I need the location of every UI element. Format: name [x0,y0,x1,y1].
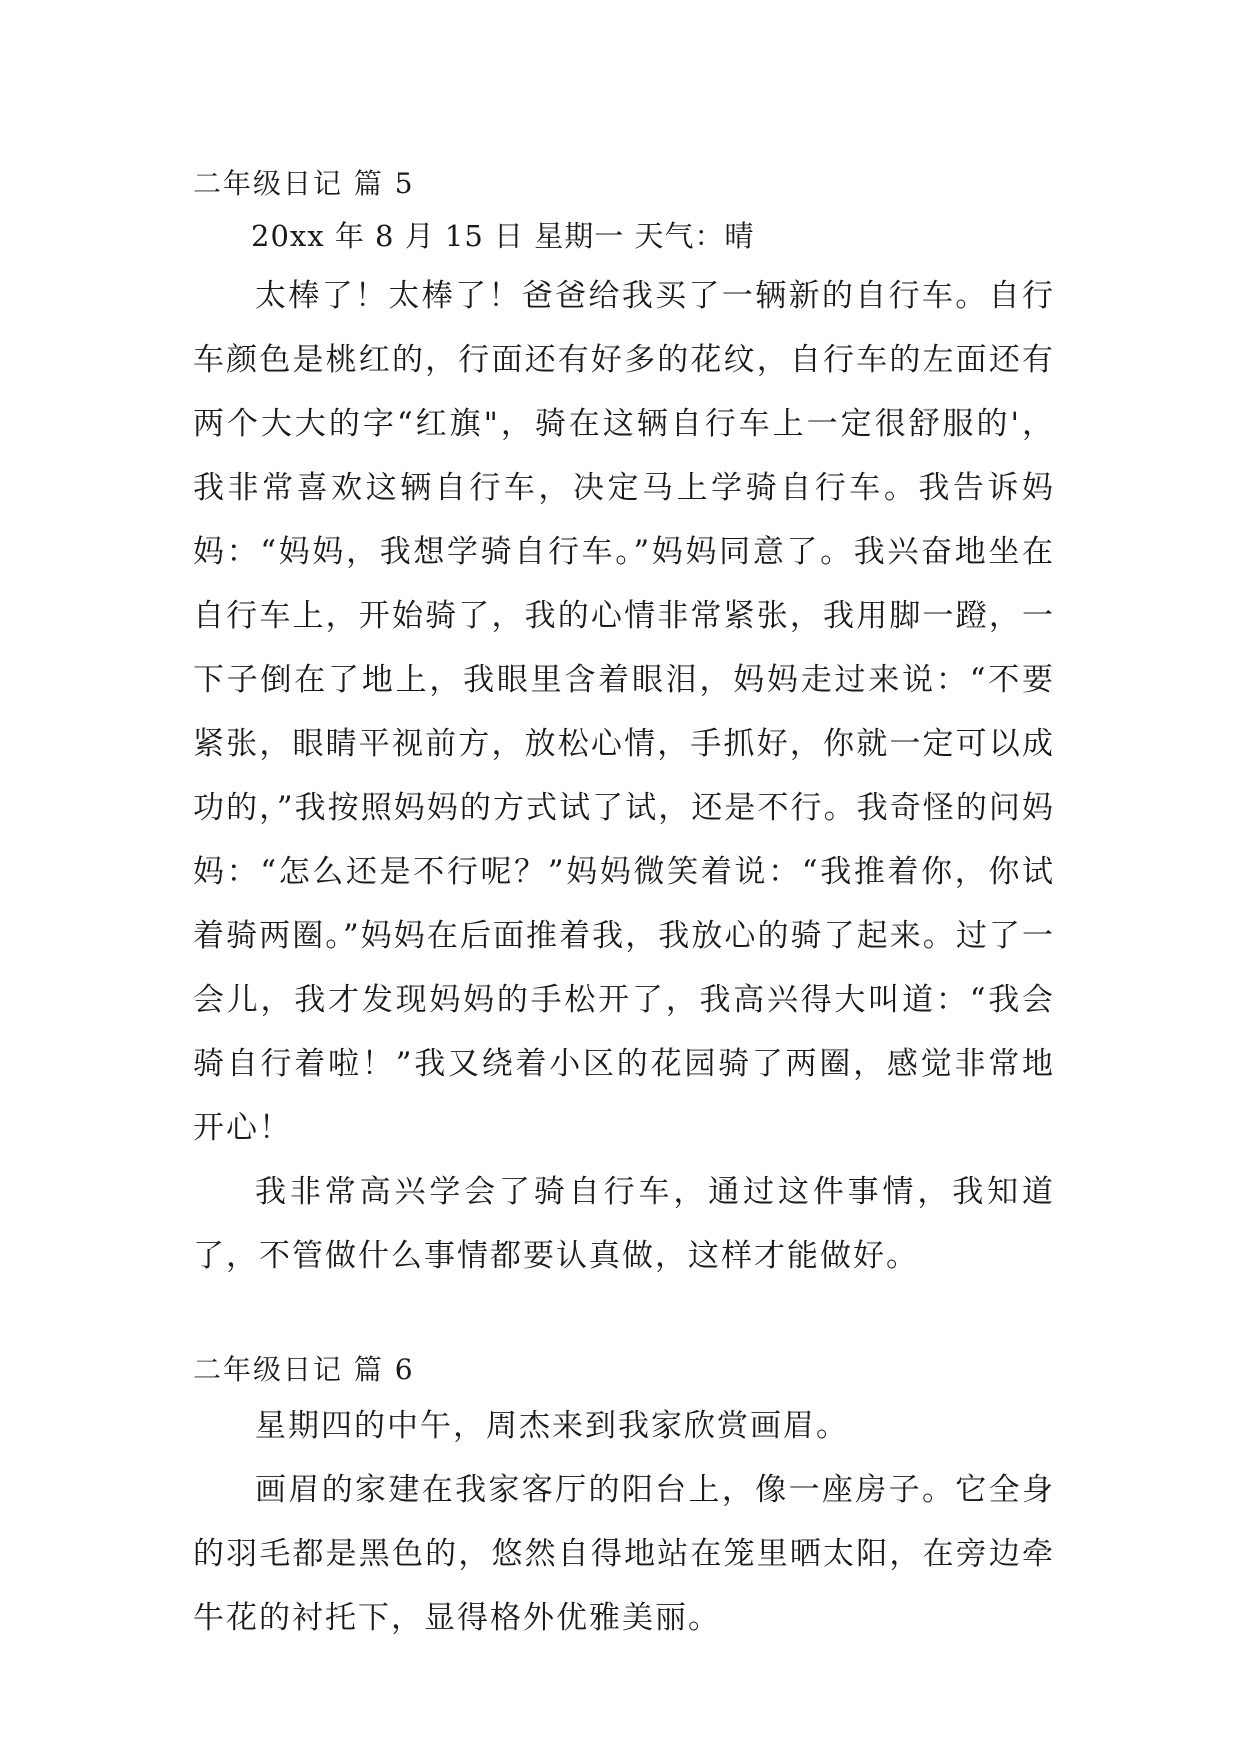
entry-paragraph: 画眉的家建在我家客厅的阳台上，像一座房子。它全身的羽毛都是黑色的，悠然自得地站在笼里晒太阳，在旁边牵牛花的衬托下，显得格外优雅美丽。 [193,1472,1055,1636]
diary-entry-5 [193,160,1055,1288]
entry-paragraph: 太棒了！太棒了！爸爸给我买了一辆新的自行车。自行车颜色是桃红的，行面还有好多的花纹，自行车的左面还有两个大大的字“红旗"，骑在这辆自行车上一定很舒服的'，我非常喜欢这辆自行车，决定马上学骑自行车。我告诉妈妈：“妈妈，我想学骑自行车。”妈妈同意了。我兴奋地坐在自行车上，开始骑了，我的心情非常紧张，我用脚一蹬，一下子倒在了地上，我眼里含着眼泪，妈妈走过来说：“不要紧张，眼睛平视前方，放松心情，手抓好，你就一定可以成功的，”我按照妈妈的方式试了试，还是不行。我奇怪的问妈妈：“怎么还是不行呢？”妈妈微笑着说：“我推着你，你试着骑两圈。”妈妈在后面推着我，我放心的骑了起来。过了一会儿，我才发现妈妈的手松开了，我高兴得大叫道：“我会骑自行着啦！”我又绕着小区的花园骑了两圈，感觉非常地开心！ [193,278,1055,1146]
document-page [193,160,1055,1650]
entry-paragraph: 星期四的中午，周杰来到我家欣赏画眉。 [255,1408,849,1444]
entry-title: 二年级日记 篇 5 [193,167,415,200]
entry-date-line: 20xx 年 8 月 15 日 星期一 天气：晴 [251,219,755,253]
entry-title: 二年级日记 篇 6 [193,1353,415,1386]
diary-entry-6 [193,1346,1055,1650]
entry-paragraph: 我非常高兴学会了骑自行车，通过这件事情，我知道了，不管做什么事情都要认真做，这样才能做好。 [193,1174,1055,1274]
